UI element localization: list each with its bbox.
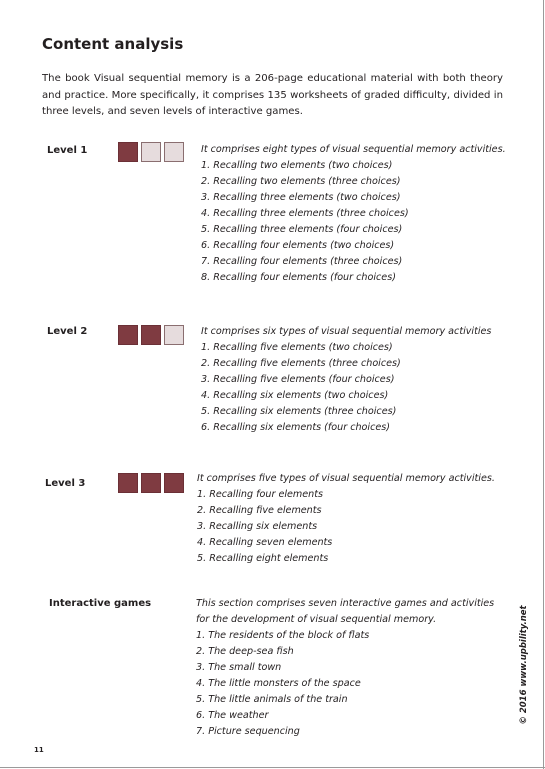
list-item: 5. Recalling eight elements	[197, 553, 329, 564]
level-square-filled	[118, 325, 138, 345]
page-title: Content analysis	[42, 35, 184, 53]
list-item: 3. Recalling six elements	[197, 521, 318, 532]
level-square-empty	[141, 142, 161, 162]
level-square-filled	[141, 325, 161, 345]
page-right-border	[543, 0, 544, 769]
level-3-intro: It comprises five types of visual sequential memory activities.	[197, 473, 495, 484]
level-square-filled	[118, 142, 138, 162]
list-item: 1. Recalling two elements (two choices)	[201, 160, 393, 171]
list-item: 4. Recalling six elements (two choices)	[201, 390, 389, 401]
list-item: 3. Recalling five elements (four choices)	[201, 374, 395, 385]
list-item: 4. The little monsters of the space	[196, 678, 361, 689]
level-2-intro: It comprises six types of visual sequential memory activities	[201, 326, 492, 337]
level-square-filled	[118, 473, 138, 493]
list-item: 6. Recalling four elements (two choices)	[201, 240, 395, 251]
page-number: 11	[34, 746, 44, 754]
list-item: 5. Recalling three elements (four choices)	[201, 224, 403, 235]
list-item: 3. Recalling three elements (two choices)	[201, 192, 401, 203]
list-item: 3. The small town	[196, 662, 282, 673]
page-bottom-border	[0, 767, 545, 768]
level-2-indicator	[118, 325, 184, 345]
list-item: 6. Recalling six elements (four choices)	[201, 422, 391, 433]
level-3-label: Level 3	[45, 478, 86, 489]
intro-paragraph: The book Visual sequential memory is a 206-page educational material with both theory and practice. More specifically, it comprises 135 worksheets of graded difficulty, divided in three levels, and seven levels of interactive games.	[42, 73, 503, 117]
list-item: 1. The residents of the block of flats	[196, 630, 370, 641]
level-square-filled	[164, 473, 184, 493]
list-item: 7. Recalling four elements (three choices)	[201, 256, 403, 267]
level-1-label: Level 1	[47, 145, 88, 156]
list-item: 6. The weather	[196, 710, 269, 721]
level-2-list	[201, 340, 511, 436]
list-item: 1. Recalling five elements (two choices)	[201, 342, 393, 353]
level-square-filled	[141, 473, 161, 493]
list-item: 7. Picture sequencing	[196, 726, 300, 737]
level-1-indicator	[118, 142, 184, 162]
list-item: 1. Recalling four elements	[197, 489, 324, 500]
level-3-description	[197, 471, 507, 567]
list-item: 2. The deep-sea fish	[196, 646, 294, 657]
list-item: 8. Recalling four elements (four choices)	[201, 272, 396, 283]
games-description	[196, 596, 496, 740]
list-item: 4. Recalling three elements (three choices)	[201, 208, 409, 219]
list-item: 4. Recalling seven elements	[197, 537, 333, 548]
list-item: 5. Recalling six elements (three choices)	[201, 406, 397, 417]
level-3-list	[197, 487, 507, 567]
level-3-indicator	[118, 473, 184, 493]
level-square-empty	[164, 142, 184, 162]
list-item: 2. Recalling two elements (three choices)	[201, 176, 401, 187]
copyright-notice: © 2016 www.upbility.net	[519, 605, 529, 725]
games-label: Interactive games	[49, 598, 152, 609]
list-item: 2. Recalling five elements (three choices)	[201, 358, 401, 369]
list-item: 5. The little animals of the train	[196, 694, 348, 705]
level-2-description	[201, 324, 511, 436]
list-item: 2. Recalling five elements	[197, 505, 322, 516]
level-2-label: Level 2	[47, 326, 88, 337]
level-1-list	[201, 158, 511, 286]
level-square-empty	[164, 325, 184, 345]
level-1-description	[201, 142, 511, 286]
games-list	[196, 628, 496, 740]
games-intro: This section comprises seven interactive games and activities for the development of visual sequential memory.	[196, 598, 495, 625]
level-1-intro: It comprises eight types of visual sequential memory activities.	[201, 144, 506, 155]
